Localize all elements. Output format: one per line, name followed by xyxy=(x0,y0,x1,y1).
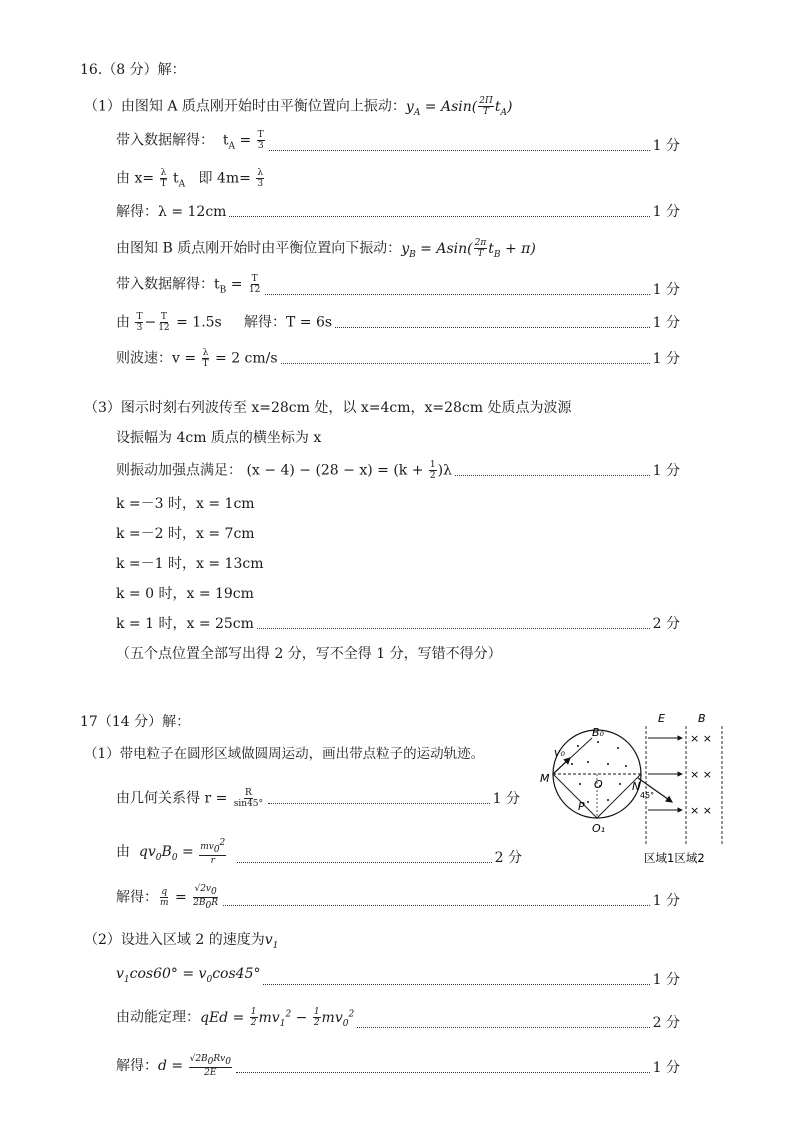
score: 1 分 xyxy=(652,1059,680,1076)
q16-part1-intro: （1）由图知 A 质点刚开始时由平衡位置向上振动：$y_A = Asin$( $\frac{2\Pi}{T}$ $t_A$) xyxy=(84,96,513,118)
score: 1 分 xyxy=(652,971,680,988)
leader-dots xyxy=(236,1071,650,1073)
label-M: M xyxy=(540,772,550,785)
q16-l2-c: 即 4m= xyxy=(198,170,251,187)
q16-l1-label: 带入数据解得： xyxy=(116,132,214,149)
leader-dots xyxy=(223,904,650,906)
q16-solution-line-5: 带入数据解得：$t_B$ = $\frac{T}{12}$ 1 分 xyxy=(116,274,680,299)
q17-solution-line-4: $v_1\cos 60^\circ = v_0\cos 45^\circ$ 1 分 xyxy=(116,966,680,988)
q16-solution-line-2: 由 x= $\frac{\lambda}{T}$ $t_A$ 即 4m= $\frac{\lambda}{3}$ xyxy=(116,168,264,190)
label-45: 45° xyxy=(640,791,655,800)
k-row-last xyxy=(116,614,680,634)
label-N: N xyxy=(632,780,641,793)
q17-figure xyxy=(540,706,730,866)
leader-dots xyxy=(281,362,650,364)
q16-l4-text: 由图知 B 质点刚开始时由平衡位置向下振动： xyxy=(116,240,402,257)
label-E: E xyxy=(658,712,665,725)
q16-part3-line-1: 设振幅为 4cm 质点的横坐标为 x xyxy=(116,430,322,446)
k-row: k =－3 时，x = 1cm xyxy=(116,496,255,512)
score: 1 分 xyxy=(652,463,680,479)
label-B0: B₀ xyxy=(592,726,604,739)
q17-solution-line-1: 由几何关系得 r = $\frac{R}{\sin 45^\circ}$ 1 分 xyxy=(116,788,520,809)
q17-part1-intro: （1）带电粒子在圆形区域做圆周运动，画出带点粒子的运动轨迹。 xyxy=(84,746,485,762)
label-P: P xyxy=(578,800,585,813)
q17-figure-svg xyxy=(540,706,730,866)
k-row: k = 1 时，x = 25cm xyxy=(116,616,254,632)
score: 2 分 xyxy=(494,849,522,866)
q17-l3-label: 解得： xyxy=(116,889,158,906)
q16-solution-line-4: 由图知 B 质点刚开始时由平衡位置向下振动：$y_B = Asin$( $\frac{2\pi}{T}$ $t_B + \pi$) xyxy=(116,238,536,260)
q16-solution-line-7: 则波速：v = $\frac{\lambda}{T}$ = 2 cm/s 1 分 xyxy=(116,348,680,369)
cross-marks: × × xyxy=(690,804,712,817)
q17-l1-label: 由几何关系得 r = xyxy=(116,790,228,807)
q16-l7-label: 则波速：v = xyxy=(116,350,197,367)
q17-solution-line-3: 解得： $\frac{q}{m}$ = $\frac{√2v_0}{2B_0R}$ 1 分 xyxy=(116,884,680,911)
k-row: k =－1 时，x = 13cm xyxy=(116,556,264,572)
score: 1 分 xyxy=(492,791,520,807)
score: 2 分 xyxy=(652,1015,680,1032)
q16-part1-text: （1）由图知 A 质点刚开始时由平衡位置向上振动： xyxy=(84,98,406,115)
k-row: k =－2 时，x = 7cm xyxy=(116,526,255,542)
q16-p3-l2-label: 则振动加强点满足： xyxy=(116,462,242,479)
region-labels: 区域1区域2 xyxy=(644,851,705,865)
leader-dots xyxy=(455,474,650,476)
score: 2 分 xyxy=(652,616,680,632)
score: 1 分 xyxy=(652,282,680,299)
q16-solution-line-1: 带入数据解得： $t_A$ = $\frac{T}{3}$ 1 分 xyxy=(116,130,680,155)
q17-l5-label: 由动能定理： xyxy=(116,1009,200,1026)
leader-dots xyxy=(237,861,491,863)
leader-dots xyxy=(263,983,649,985)
q17-l2-label: 由 xyxy=(116,843,130,860)
q17-header: 17（14 分）解： xyxy=(80,714,191,730)
q16-part3-intro: （3）图示时刻右列波传至 x=28cm 处，以 x=4cm，x=28cm 处质点为波源 xyxy=(84,400,572,416)
score: 1 分 xyxy=(652,138,680,155)
leader-dots xyxy=(265,293,649,295)
q16-header: 16.（8 分）解： xyxy=(80,62,186,78)
q16-l6-c: 解得：T = 6s xyxy=(244,314,333,331)
label-v0: v₀ xyxy=(554,746,565,759)
score: 1 分 xyxy=(652,351,680,367)
q16-l6-a: 由 xyxy=(116,314,130,331)
q16-solution-line-6: 由 $\frac{T}{3}$ − $\frac{T}{12}$ = 1.5s 解得：T = 6s 1 分 xyxy=(116,312,680,333)
leader-dots xyxy=(269,149,650,151)
label-O: O xyxy=(594,778,603,791)
q16-solution-line-3 xyxy=(116,202,680,222)
leader-dots xyxy=(335,326,650,328)
q16-scoring-note: （五个点位置全部写出得 2 分，写不全得 1 分，写错不得分） xyxy=(116,646,502,662)
leader-dots xyxy=(229,215,649,217)
q17-l6-label: 解得： xyxy=(116,1057,158,1074)
q17-solution-line-5: 由动能定理：qEd = $\frac{1}{2}$ $mv_1^2$ − $\frac{1}{2}$ $mv_0^2$ 2 分 xyxy=(116,1007,680,1032)
label-O1: O₁ xyxy=(592,822,606,835)
leader-dots xyxy=(257,627,650,629)
q16-l7-b: = 2 cm/s xyxy=(215,350,278,367)
leader-dots xyxy=(357,1026,649,1028)
q17-p2-text: （2）设进入区域 2 的速度为 xyxy=(84,932,265,948)
q17-solution-line-2: 由 $qv_0B_0$ = $\frac{mv_0^2}{r}$ 2 分 xyxy=(116,838,522,866)
q16-l6-b: = 1.5s xyxy=(176,314,222,331)
cross-marks: × × xyxy=(690,732,712,745)
q17-part2-intro: （2）设进入区域 2 的速度为$v_1$ xyxy=(84,932,279,951)
q16-part3-line-2: 则振动加强点满足： (x − 4) − (28 − x) = (k + $\frac{1}{2}$ )λ 1 分 xyxy=(116,460,680,481)
k-row: k = 0 时，x = 19cm xyxy=(116,586,254,602)
leader-dots xyxy=(268,802,490,804)
score: 1 分 xyxy=(652,204,680,220)
q16-l3-label: 解得：λ = 12cm xyxy=(116,204,227,220)
q17-solution-line-6: 解得：d = $\frac{√2B_0Rv_0}{2E}$ 1 分 xyxy=(116,1054,680,1078)
radius-line xyxy=(553,774,597,818)
q16-l2-a: 由 x= xyxy=(116,170,155,187)
score: 1 分 xyxy=(652,892,680,909)
field-dots xyxy=(571,741,627,803)
score: 1 分 xyxy=(652,315,680,331)
q16-l5-label: 带入数据解得： xyxy=(116,276,214,293)
cross-marks: × × xyxy=(690,768,712,781)
label-B: B xyxy=(698,712,706,725)
